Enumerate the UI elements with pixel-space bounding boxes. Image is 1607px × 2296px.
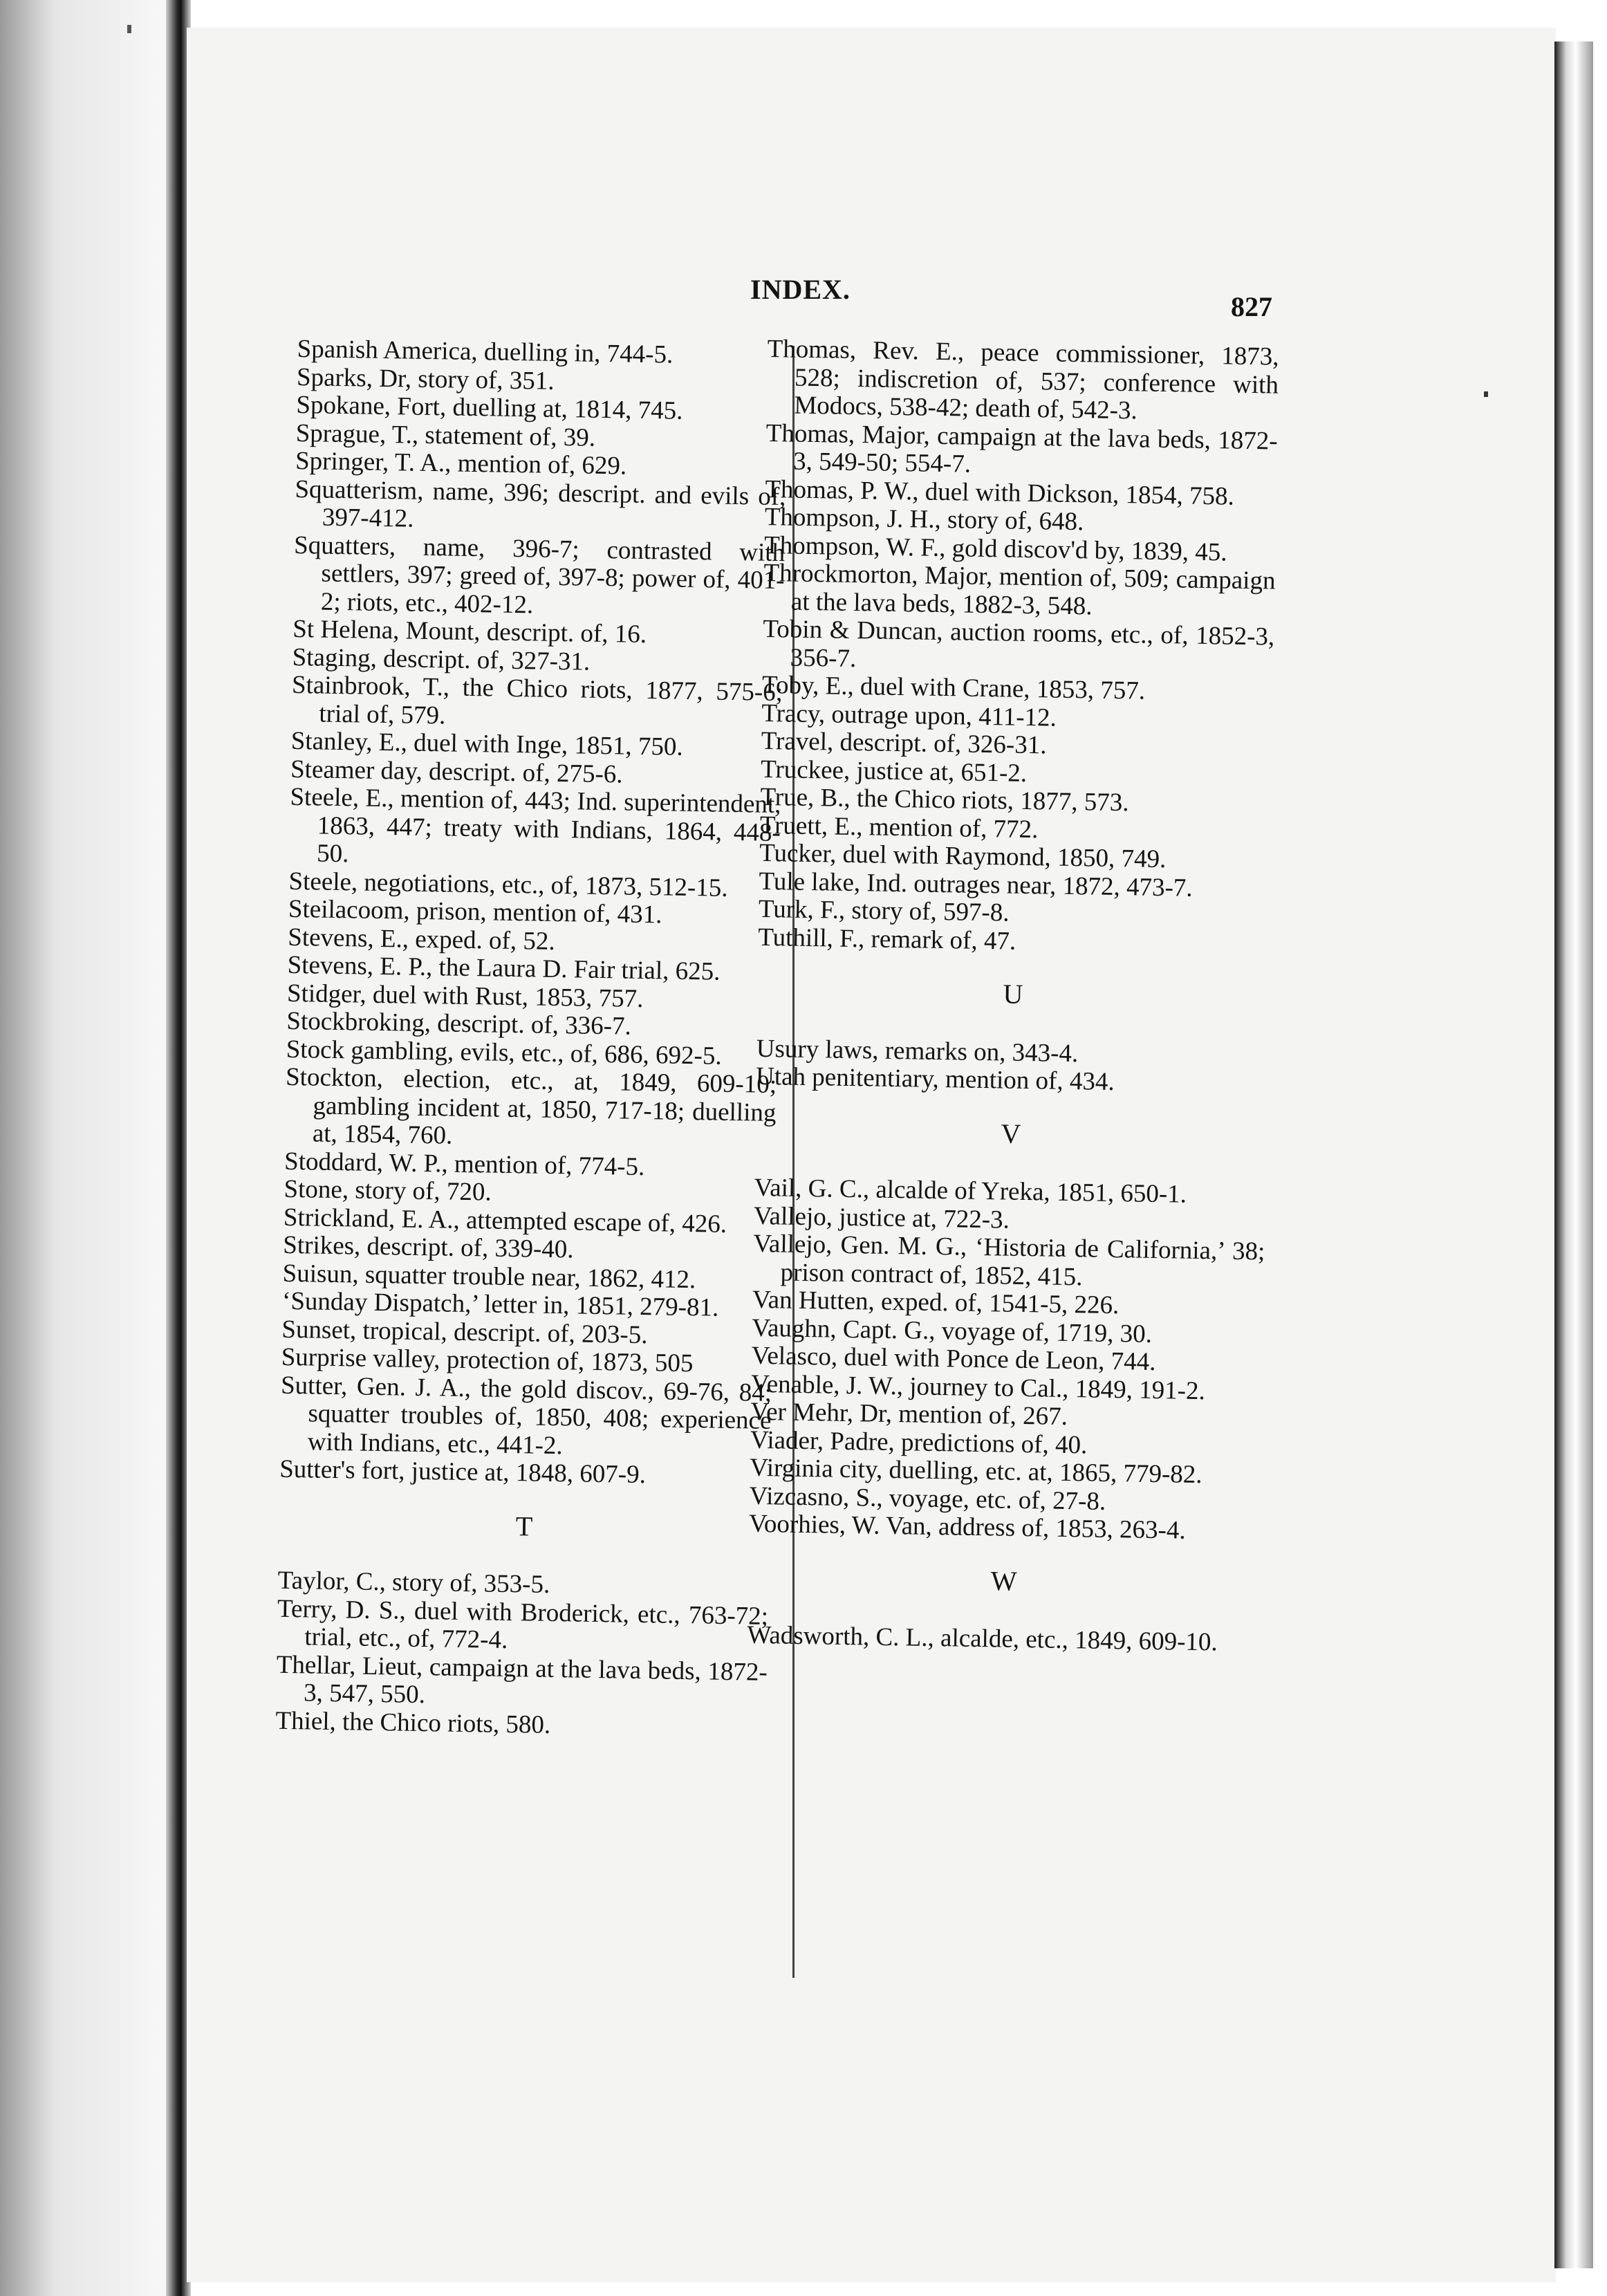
index-entry: Stockton, election, etc., at, 1849, 609-10; gambling incident at, 1850, 717-18; duelling at, 1854, 760.: [285, 1062, 777, 1150]
index-entry: Thiel, the Chico riots, 580.: [275, 1706, 551, 1739]
index-entry: Venable, J. W., journey to Cal., 1849, 191-2.: [750, 1369, 1206, 1405]
index-entry: Wadsworth, C. L., alcalde, etc., 1849, 609-10.: [747, 1620, 1218, 1657]
index-entry: Utah penitentiary, mention of, 434.: [755, 1062, 1115, 1097]
index-entry: Vail, G. C., alcalde of Yreka, 1851, 650-1.: [754, 1173, 1187, 1209]
index-entry: Surprise valley, protection of, 1873, 505: [281, 1342, 694, 1378]
index-entry: Terry, D. S., duel with Broderick, etc., 763-72; trial, etc., of, 772-4.: [277, 1594, 769, 1655]
page-number: 827: [1231, 291, 1272, 322]
index-entry: Thomas, Rev. E., peace commissioner, 1873, 528; indiscretion of, 537; conference with Modocs, 538-42; death of, 542-3.: [767, 335, 1279, 425]
index-column-left: [275, 335, 788, 1743]
index-entry: Vaughn, Capt. G., voyage of, 1719, 30.: [752, 1313, 1153, 1349]
index-entry: Steilacoom, prison, mention of, 431.: [288, 894, 662, 929]
index-entry: Usury laws, remarks on, 343-4.: [756, 1034, 1079, 1068]
index-entry: Thomas, P. W., duel with Dickson, 1854, 758.: [765, 474, 1235, 511]
scan-right-page-edge: [1554, 41, 1593, 2268]
index-entry: Stock gambling, evils, etc., of, 686, 692-5.: [286, 1035, 722, 1071]
index-entry: Stone, story of, 720.: [284, 1174, 492, 1207]
index-entry: St Helena, Mount, descript. of, 16.: [292, 614, 647, 649]
index-entry: Truett, E., mention of, 772.: [759, 811, 1039, 844]
index-entry: Stidger, duel with Rust, 1853, 757.: [286, 979, 644, 1013]
section-letter-heading: U: [1003, 978, 1023, 1010]
index-column-right: [747, 335, 1279, 1658]
section-letter-heading: V: [1001, 1117, 1021, 1149]
index-entry: Spanish America, duelling in, 744-5.: [297, 335, 674, 369]
index-entry: Viader, Padre, predictions of, 40.: [750, 1425, 1088, 1459]
index-entry: Tule lake, Ind. outrages near, 1872, 473-7.: [759, 867, 1193, 902]
index-entry: Voorhies, W. Van, address of, 1853, 263-4.: [748, 1509, 1186, 1545]
index-entry: Turk, F., story of, 597-8.: [758, 894, 1010, 927]
index-entry: Stockbroking, descript. of, 336-7.: [286, 1006, 632, 1041]
index-entry: Ver Mehr, Dr, mention of, 267.: [750, 1397, 1068, 1432]
section-letter-heading: W: [990, 1564, 1017, 1597]
index-entry: Stoddard, W. P., mention of, 774-5.: [284, 1147, 645, 1181]
index-entry: Stanley, E., duel with Inge, 1851, 750.: [290, 726, 683, 761]
index-entry: True, B., the Chico riots, 1877, 573.: [760, 782, 1129, 817]
index-entry: Springer, T. A., mention of, 629.: [295, 446, 627, 481]
index-entry: Toby, E., duel with Crane, 1853, 757.: [761, 670, 1146, 705]
index-entry: Steamer day, descript. of, 275-6.: [290, 754, 623, 788]
index-entry: Steele, negotiations, etc., of, 1873, 512-15.: [288, 867, 728, 902]
index-entry: Strickland, E. A., attempted escape of, 426.: [283, 1203, 727, 1239]
index-entry: Suisun, squatter trouble near, 1862, 412.: [282, 1259, 696, 1294]
index-entry: Taylor, C., story of, 353-5.: [277, 1566, 550, 1599]
index-entry: Stevens, E. P., the Laura D. Fair trial, 625.: [287, 950, 721, 986]
index-entry: Spokane, Fort, duelling at, 1814, 745.: [296, 390, 683, 425]
running-header-title: INDEX.: [750, 274, 851, 305]
index-entry: Tracy, outrage upon, 411-12.: [761, 698, 1057, 732]
index-entry: Van Hutten, exped. of, 1541-5, 226.: [752, 1285, 1120, 1320]
index-entry: Vizcasno, S., voyage, etc. of, 27-8.: [749, 1481, 1106, 1516]
index-entry: Thompson, J. H., story of, 648.: [764, 502, 1084, 537]
index-entry: Truckee, justice at, 651-2.: [760, 754, 1028, 788]
scan-speck: [127, 25, 131, 33]
index-entry: Stainbrook, T., the Chico riots, 1877, 575-6; trial of, 579.: [291, 670, 783, 730]
index-entry: Travel, descript. of, 326-31.: [761, 726, 1047, 760]
index-entry: Throckmorton, Major, mention of, 509; campaign at the lava beds, 1882-3, 548.: [763, 558, 1276, 620]
index-entry: Strikes, descript. of, 339-40.: [283, 1230, 574, 1264]
index-entry: Squatterism, name, 396; descript. and evils of, 397-412.: [295, 474, 786, 533]
index-entry: Thompson, W. F., gold discov'd by, 1839, 45.: [763, 530, 1227, 566]
index-entry: ‘Sunday Dispatch,’ letter in, 1851, 279-81.: [281, 1286, 719, 1322]
index-entry: Squatters, name, 396-7; contrasted with settlers, 397; greed of, 397-8; power of, 401-2; riots, etc., 402-12.: [293, 530, 786, 619]
index-entry: Vallejo, justice at, 722-3.: [753, 1201, 1010, 1234]
index-entry: Virginia city, duelling, etc. at, 1865, 779-82.: [749, 1453, 1202, 1490]
section-letter-heading: T: [515, 1510, 533, 1542]
scan-left-page-edge: [0, 0, 181, 2296]
scan-speck-right: [1484, 391, 1488, 397]
index-entry: Sunset, tropical, descript. of, 203-5.: [281, 1315, 648, 1349]
index-entry: Velasco, duel with Ponce de Leon, 744.: [751, 1341, 1156, 1376]
index-entry: Sparks, Dr, story of, 351.: [296, 362, 555, 396]
index-entry: Thellar, Lieut, campaign at the lava beds, 1872-3, 547, 550.: [276, 1650, 768, 1710]
index-entry: Steele, E., mention of, 443; Ind. superintendent, 1863, 447; treaty with Indians, 1864, 448-50.: [290, 782, 781, 869]
index-entry: Sprague, T., statement of, 39.: [295, 418, 596, 452]
index-entry: Tucker, duel with Raymond, 1850, 749.: [759, 838, 1167, 874]
index-entry: Sutter's fort, justice at, 1848, 607-9.: [279, 1454, 647, 1490]
index-entry: Thomas, Major, campaign at the lava beds, 1872-3, 549-50; 554-7.: [765, 418, 1279, 479]
index-entry: Tuthill, F., remark of, 47.: [758, 923, 1016, 956]
index-entry: Vallejo, Gen. M. G., ‘Historia de California,’ 38; prison contract of, 1852, 415.: [753, 1229, 1265, 1291]
index-entry: Staging, descript. of, 327-31.: [292, 642, 591, 676]
index-entry: Stevens, E., exped. of, 52.: [288, 923, 555, 956]
index-entry: Tobin & Duncan, auction rooms, etc., of, 1852-3, 356-7.: [763, 614, 1275, 673]
index-entry: Sutter, Gen. J. A., the gold discov., 69-76, 84; squatter troubles of, 1850, 408; experience with Indians, etc., 441-2.: [280, 1371, 772, 1460]
